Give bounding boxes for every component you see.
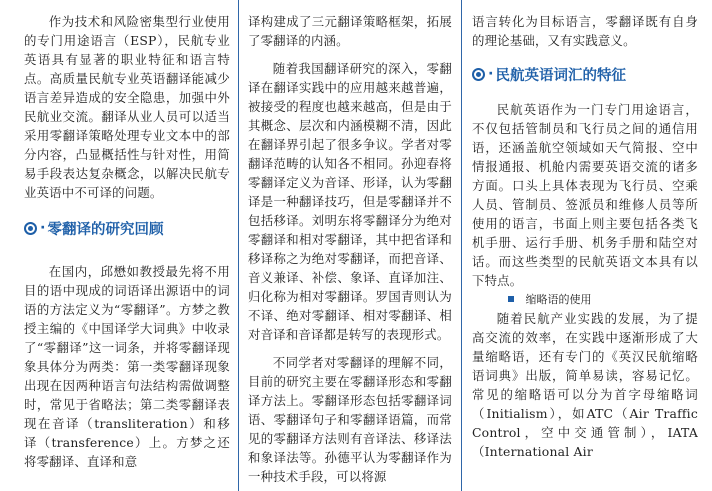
- research-paragraph: 随着我国翻译研究的深入，零翻译在翻译实践中的应用越来越普遍，被接受的程度也越来越高，但是由于其概念、层次和内涵模糊不清，因此在翻译界引起了很多争议。学者对零翻译范畴的认知各不相同。孙迎春将零翻译定义为音译、形译，认为零翻译是一种翻译技巧，但是零翻译并不包括移译。刘明东将零翻译分为绝对零翻译和相对零翻译，其中把省译和移译称之为绝对零翻译，而把音译、音义兼译、补偿、象译、直译加注、归化称为相对零翻译。罗国青则认为不译、绝对零翻译、相对零翻译、相对音译和音译都是转写的表现形式。: [248, 61, 452, 342]
- intro-paragraph: 作为技术和风险密集型行业使用的专门用途语言（ESP），民航专业英语具有显著的职业特征和语言特点。高质量民航专业英语翻译能减少语言差异造成的安全隐患，加强中外民航业交流。翻译从业人员可以适当采用零翻译策略处理专业文本中的部分内容，凸显概括性与针对性，用简易手段表达复杂概念，以解决民航专业英语中不可译的问题。: [24, 14, 230, 200]
- scholars-paragraph: 不同学者对零翻译的理解不同，目前的研究主要在零翻译形态和零翻译方法上。零翻译形态包括零翻译词语、零翻译句子和零翻译语篇，而常见的零翻译方法则有音译法、移译法和象译法等。孙德平认为零翻译作为一种技术手段，可以将源: [248, 355, 452, 484]
- column-2: [248, 0, 452, 491]
- dot-separator: ·: [488, 66, 494, 82]
- subheading-abbreviations: [472, 290, 698, 309]
- circle-bullet-icon: [472, 68, 485, 81]
- continued-paragraph: 译构建成了三元翻译策略框架，拓展了零翻译的内涵。: [248, 14, 452, 48]
- column-3: [472, 0, 698, 491]
- section-heading-text: 零翻译的研究回顾: [47, 221, 164, 238]
- column-1: [24, 0, 230, 491]
- abbreviations-paragraph: 随着民航产业实践的发展，为了提高交流的效率，在实践中逐渐形成了大量缩略语，还有专门的《英汉民航缩略语词典》出版，简单易读，容易记忆。常见的缩略语可以分为首字母缩略词（Initialism），如ATC（Air Traffic Control，空中交通管制），IATA（International Air: [472, 311, 698, 459]
- subheading-text: 缩略语的使用: [525, 293, 592, 306]
- aviation-english-paragraph: 民航英语作为一门专门用途语言，不仅包括管制员和飞行员之间的通信用语，还涵盖航空领域如天气简报、空中情报通报、机舱内需要英语交流的诸多方面。口头上具体表现为飞行员、空乘人员、管制员、签派员和维修人员等所使用的语言，书面上则主要包括各类飞机手册、运行手册、机务手册和陆空对话。而这些类型的民航英语文本具有以下特点。: [472, 102, 698, 288]
- section-heading-text: 民航英语词汇的特征: [495, 67, 627, 84]
- dot-separator: ·: [40, 220, 46, 236]
- section-heading-aviation-vocabulary: [472, 62, 698, 86]
- circle-bullet-icon: [24, 222, 37, 235]
- square-bullet-icon: [508, 296, 514, 302]
- column-divider-1: [238, 0, 239, 491]
- column-divider-2: [461, 0, 462, 491]
- review-paragraph: 在国内，邱懋如教授最先将不用目的语中现成的词语译出源语中的词语的方法定义为“零翻译”。方梦之教授主编的《中国译学大词典》中收录了“零翻译”这一词条，并将零翻译现象具体分为两类：第一类零翻译现象出现在因两种语言句法结构需做调整时，常见于省略法；第二类零翻译表现在音译（transliteration）和移译（transference）上。方梦之还将零翻译、直译和意: [24, 264, 230, 469]
- section-heading-zero-translation-review: [24, 216, 230, 240]
- continued-paragraph: 语言转化为目标语言，零翻译既有自身的理论基础，又有实践意义。: [472, 14, 698, 48]
